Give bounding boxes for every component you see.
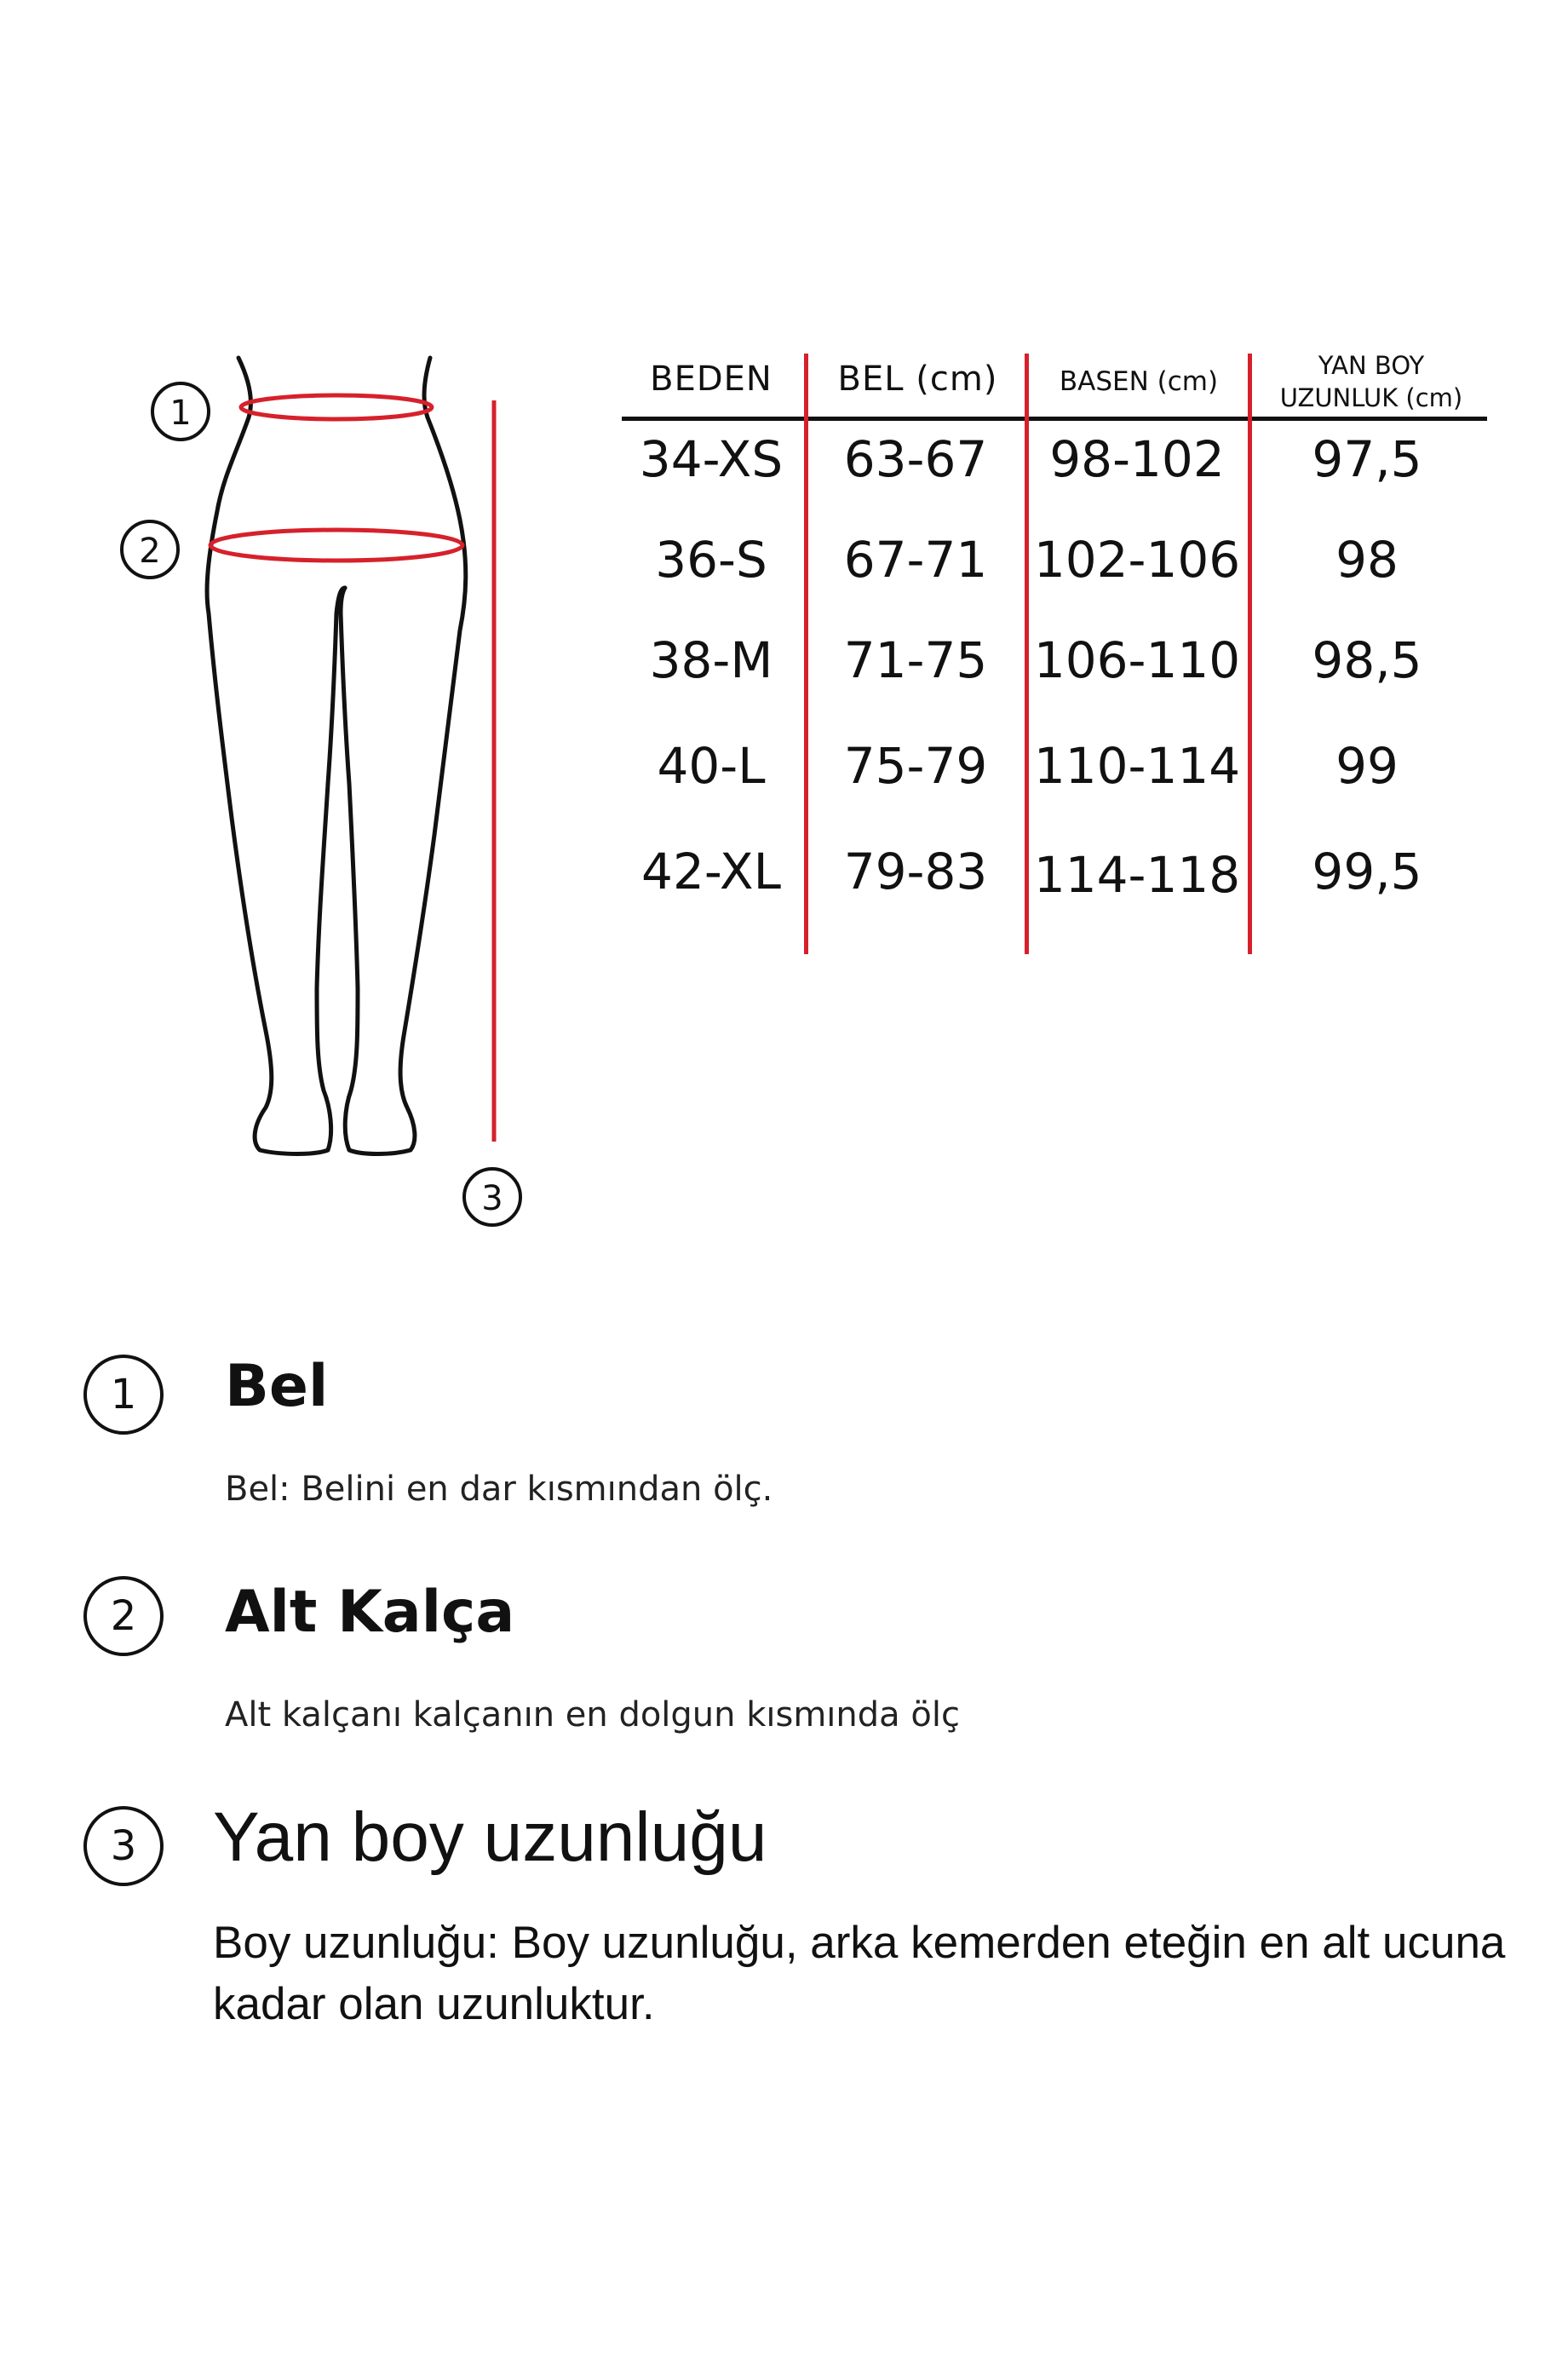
legend-description-3: Boy uzunluğu: Boy uzunluğu, arka kemerden eteğin en alt ucuna kadar olan uzunluktur.: [213, 1918, 1506, 2029]
header-beden: BEDEN: [650, 360, 773, 399]
cell-length: 98: [1335, 531, 1399, 589]
header-divider: [622, 417, 1487, 421]
cell-hip: 114-118: [1033, 846, 1241, 904]
marker-3-label: 3: [481, 1179, 503, 1218]
cell-size: 34-XS: [639, 430, 784, 488]
cell-size: 42-XL: [641, 843, 781, 900]
marker-1-label: 1: [169, 394, 192, 433]
marker-3: [464, 1169, 520, 1225]
legend-number-3: 3: [83, 1806, 164, 1886]
cell-length: 97,5: [1312, 430, 1422, 488]
legend-title-1: Bel: [225, 1353, 329, 1420]
legend-description-1: Bel: Belini en dar kısmından ölç.: [225, 1470, 773, 1509]
cell-hip: 98-102: [1049, 430, 1225, 488]
cell-length: 99,5: [1312, 843, 1422, 900]
legend-title-3: Yan boy uzunluğu: [213, 1798, 767, 1876]
legend-number-1: 1: [83, 1355, 164, 1435]
cell-waist: 63-67: [843, 430, 988, 488]
column-divider-3: [1248, 354, 1252, 954]
cell-size: 38-M: [649, 631, 773, 689]
cell-size: 36-S: [655, 531, 767, 589]
legend-number-2: 2: [83, 1576, 164, 1656]
cell-waist: 71-75: [843, 631, 988, 689]
cell-hip: 102-106: [1033, 531, 1241, 589]
header-yan-boy-line2: UZUNLUK (cm): [1279, 383, 1463, 412]
header-yan-boy: [1256, 349, 1486, 414]
marker-2-label: 2: [139, 532, 161, 571]
header-yan-boy-line1: YAN BOY: [1318, 351, 1425, 380]
header-bel: BEL (cm): [837, 360, 998, 399]
header-basen: BASEN (cm): [1059, 366, 1219, 397]
size-table: [0, 0, 1568, 1022]
cell-hip: 110-114: [1033, 737, 1241, 795]
cell-waist: 75-79: [843, 737, 988, 795]
cell-waist: 79-83: [843, 843, 988, 900]
cell-length: 98,5: [1312, 631, 1422, 689]
cell-hip: 106-110: [1033, 631, 1241, 689]
legend-title-2: Alt Kalça: [225, 1579, 515, 1646]
cell-waist: 67-71: [843, 531, 988, 589]
legend-description-2: Alt kalçanı kalçanın en dolgun kısmında ölç: [225, 1695, 960, 1735]
cell-length: 99: [1335, 737, 1399, 795]
cell-size: 40-L: [657, 737, 766, 795]
